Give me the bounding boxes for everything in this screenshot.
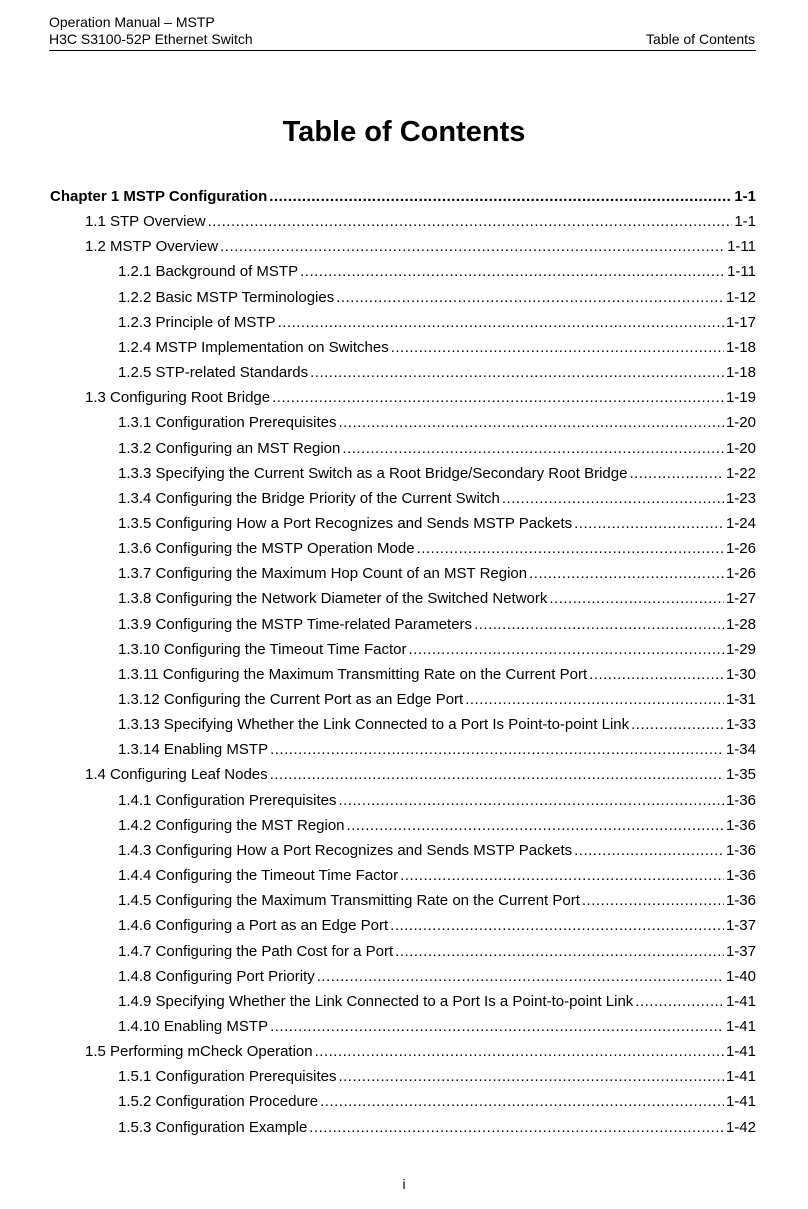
toc-dot-leader <box>400 865 724 887</box>
toc-entry-page: 1-17 <box>725 313 756 331</box>
toc-entry-page: 1-41 <box>725 1043 756 1061</box>
toc-entry-page: 1-18 <box>725 364 756 382</box>
toc-entry[interactable] <box>118 890 756 912</box>
toc-entry-page: 1-41 <box>725 1068 756 1086</box>
toc-entry[interactable] <box>118 362 756 384</box>
toc-entry-label: Chapter 1 MSTP Configuration <box>50 188 268 205</box>
toc-entry-page: 1-41 <box>725 1017 756 1035</box>
toc-entry-page: 1-26 <box>725 565 756 583</box>
toc-entry-page: 1-36 <box>725 816 756 834</box>
toc-entry-label: 1.5.1 Configuration Prerequisites <box>118 1068 337 1086</box>
toc-entry-label: 1.3.5 Configuring How a Port Recognizes and Sends MSTP Packets <box>118 514 573 532</box>
toc-entry-label: 1.4 Configuring Leaf Nodes <box>85 766 268 784</box>
toc-dot-leader <box>208 211 733 233</box>
toc-entry-page: 1-18 <box>725 338 756 356</box>
toc-entry[interactable] <box>85 211 756 233</box>
toc-entry-label: 1.3.9 Configuring the MSTP Time-related Parameters <box>118 615 473 633</box>
header-product-name: H3C S3100-52P Ethernet Switch <box>49 31 253 47</box>
toc-entry[interactable] <box>118 966 756 988</box>
toc-entry-label: 1.3.7 Configuring the Maximum Hop Count of an MST Region <box>118 565 528 583</box>
toc-dot-leader <box>635 991 724 1013</box>
toc-entry[interactable] <box>118 689 756 711</box>
toc-entry-page: 1-11 <box>727 263 756 281</box>
toc-dot-leader <box>278 312 724 334</box>
toc-entry-page: 1-42 <box>725 1118 756 1136</box>
toc-entry[interactable] <box>85 387 756 409</box>
toc-entry[interactable] <box>118 991 756 1013</box>
toc-entry[interactable] <box>118 1117 756 1139</box>
toc-dot-leader <box>574 513 724 535</box>
toc-dot-leader <box>342 438 724 460</box>
header-section-name: Table of Contents <box>646 31 755 47</box>
toc-dot-leader <box>338 1066 724 1088</box>
toc-entry-page: 1-36 <box>725 841 756 859</box>
toc-entry-page: 1-28 <box>725 615 756 633</box>
toc-entry[interactable] <box>50 186 756 208</box>
toc-entry[interactable] <box>118 563 756 585</box>
page-number: i <box>402 1176 406 1192</box>
toc-entry[interactable] <box>118 538 756 560</box>
toc-entry[interactable] <box>118 714 756 736</box>
toc-dot-leader <box>309 1117 724 1139</box>
page-header <box>49 14 755 48</box>
toc-entry-page: 1-20 <box>725 439 756 457</box>
toc-entry-page: 1-37 <box>725 917 756 935</box>
toc-dot-leader <box>502 488 724 510</box>
toc-entry-label: 1.5 Performing mCheck Operation <box>85 1043 313 1061</box>
toc-entry[interactable] <box>118 840 756 862</box>
toc-entry-page: 1-36 <box>725 791 756 809</box>
toc-entry[interactable] <box>85 236 756 258</box>
toc-entry-label: 1.3.10 Configuring the Timeout Time Factor <box>118 640 407 658</box>
toc-entry[interactable] <box>118 739 756 761</box>
toc-entry-label: 1.4.1 Configuration Prerequisites <box>118 791 337 809</box>
toc-entry[interactable] <box>118 261 756 283</box>
toc-dot-leader <box>336 287 724 309</box>
toc-dot-leader <box>269 186 732 208</box>
toc-dot-leader <box>408 639 723 661</box>
toc-entry-page: 1-30 <box>725 665 756 683</box>
toc-dot-leader <box>310 362 724 384</box>
toc-dot-leader <box>317 966 724 988</box>
toc-entry-label: 1.3.4 Configuring the Bridge Priority of the Current Switch <box>118 489 500 507</box>
toc-dot-leader <box>391 337 724 359</box>
toc-entry-label: 1.3.3 Specifying the Current Switch as a Root Bridge/Secondary Root Bridge <box>118 464 628 482</box>
toc-entry-label: 1.3 Configuring Root Bridge <box>85 389 271 407</box>
toc-entry-label: 1.4.6 Configuring a Port as an Edge Port <box>118 917 389 935</box>
toc-entry-label: 1.4.9 Specifying Whether the Link Connected to a Port Is a Point-to-point Link <box>118 992 634 1010</box>
toc-dot-leader <box>320 1091 724 1113</box>
toc-entry-page: 1-37 <box>725 942 756 960</box>
toc-entry-label: 1.3.1 Configuration Prerequisites <box>118 414 337 432</box>
toc-entry-label: 1.3.11 Configuring the Maximum Transmitting Rate on the Current Port <box>118 665 588 683</box>
header-manual-title: Operation Manual – MSTP <box>49 14 215 30</box>
toc-dot-leader <box>589 664 724 686</box>
toc-entry-page: 1-34 <box>725 741 756 759</box>
toc-entry[interactable] <box>118 287 756 309</box>
toc-entry-label: 1.4.5 Configuring the Maximum Transmitting Rate on the Current Port <box>118 892 580 910</box>
toc-entry-page: 1-35 <box>725 766 756 784</box>
toc-entry-label: 1.3.14 Enabling MSTP <box>118 741 269 759</box>
toc-entry[interactable] <box>118 639 756 661</box>
toc-entry-page: 1-41 <box>725 1093 756 1111</box>
toc-entry-label: 1.2.5 STP-related Standards <box>118 364 309 382</box>
toc-entry[interactable] <box>118 790 756 812</box>
toc-entry-page: 1-40 <box>725 967 756 985</box>
toc-entry-label: 1.1 STP Overview <box>85 213 206 231</box>
toc-entry-label: 1.4.2 Configuring the MST Region <box>118 816 345 834</box>
toc-entry-label: 1.4.10 Enabling MSTP <box>118 1017 269 1035</box>
toc-dot-leader <box>474 614 724 636</box>
toc-dot-leader <box>272 387 724 409</box>
toc-dot-leader <box>629 463 724 485</box>
toc-entry[interactable] <box>118 1016 756 1038</box>
toc-entry-page: 1-24 <box>725 514 756 532</box>
toc-dot-leader <box>574 840 724 862</box>
toc-entry[interactable] <box>118 588 756 610</box>
toc-dot-leader <box>390 915 724 937</box>
toc-entry[interactable] <box>118 438 756 460</box>
toc-entry-page: 1-12 <box>725 288 756 306</box>
toc-entry[interactable] <box>118 312 756 334</box>
toc-entry-page: 1-20 <box>725 414 756 432</box>
toc-dot-leader <box>417 538 724 560</box>
toc-dot-leader <box>549 588 724 610</box>
toc-entry[interactable] <box>118 865 756 887</box>
toc-entry-page: 1-29 <box>725 640 756 658</box>
toc-entry-page: 1-1 <box>734 188 756 205</box>
toc-dot-leader <box>270 1016 724 1038</box>
toc-entry[interactable] <box>85 1041 756 1063</box>
toc-entry-label: 1.3.13 Specifying Whether the Link Connected to a Port Is Point-to-point Link <box>118 716 630 734</box>
toc-entry[interactable] <box>118 941 756 963</box>
toc-dot-leader <box>315 1041 724 1063</box>
toc-entry-page: 1-36 <box>725 892 756 910</box>
toc-dot-leader <box>347 815 724 837</box>
toc-entry-page: 1-19 <box>725 389 756 407</box>
toc-entry-label: 1.2 MSTP Overview <box>85 238 219 256</box>
toc-entry-label: 1.4.7 Configuring the Path Cost for a Port <box>118 942 394 960</box>
toc-entry-label: 1.3.2 Configuring an MST Region <box>118 439 341 457</box>
page-title: Table of Contents <box>282 116 526 148</box>
toc-entry[interactable] <box>118 815 756 837</box>
toc-entry-page: 1-23 <box>725 489 756 507</box>
header-divider <box>49 50 756 51</box>
toc-entry[interactable] <box>118 1066 756 1088</box>
toc-entry[interactable] <box>118 1091 756 1113</box>
toc-entry[interactable] <box>118 664 756 686</box>
toc-entry[interactable] <box>118 488 756 510</box>
toc-entry-label: 1.4.3 Configuring How a Port Recognizes and Sends MSTP Packets <box>118 841 573 859</box>
toc-entry-label: 1.3.12 Configuring the Current Port as an Edge Port <box>118 691 464 708</box>
toc-entry[interactable] <box>118 915 756 937</box>
toc-entry-label: 1.2.1 Background of MSTP <box>118 263 299 281</box>
toc-entry-page: 1-22 <box>725 464 756 482</box>
toc-entry-page: 1-31 <box>725 691 756 708</box>
toc-dot-leader <box>300 261 725 283</box>
toc-entry-label: 1.4.8 Configuring Port Priority <box>118 967 315 985</box>
toc-dot-leader <box>631 714 724 736</box>
toc-dot-leader <box>395 941 724 963</box>
toc-entry-label: 1.2.2 Basic MSTP Terminologies <box>118 288 335 306</box>
toc-dot-leader <box>529 563 724 585</box>
toc-dot-leader <box>270 764 724 786</box>
toc-dot-leader <box>220 236 725 258</box>
toc-entry-page: 1-33 <box>725 716 756 734</box>
toc-dot-leader <box>338 412 724 434</box>
toc-entry[interactable] <box>118 463 756 485</box>
toc-entry-page: 1-41 <box>725 992 756 1010</box>
toc-entry[interactable] <box>118 337 756 359</box>
toc-entry-page: 1-1 <box>734 213 756 231</box>
toc-dot-leader <box>582 890 724 912</box>
toc-entry-label: 1.3.6 Configuring the MSTP Operation Mode <box>118 540 415 558</box>
toc-entry-page: 1-36 <box>725 867 756 885</box>
toc-dot-leader <box>270 739 724 761</box>
toc-entry[interactable] <box>118 513 756 535</box>
toc-entry-label: 1.2.3 Principle of MSTP <box>118 313 276 331</box>
toc-entry[interactable] <box>118 412 756 434</box>
toc-entry-page: 1-27 <box>725 590 756 608</box>
toc-entry[interactable] <box>118 614 756 636</box>
toc-entry-page: 1-11 <box>727 238 756 256</box>
header-line-2 <box>49 31 755 48</box>
toc-entry-label: 1.4.4 Configuring the Timeout Time Factor <box>118 867 399 885</box>
toc-dot-leader <box>465 689 724 711</box>
toc-dot-leader <box>338 790 724 812</box>
toc-entry-page: 1-26 <box>725 540 756 558</box>
toc-entry-label: 1.5.3 Configuration Example <box>118 1118 308 1136</box>
toc-entry-label: 1.5.2 Configuration Procedure <box>118 1093 319 1111</box>
toc-entry-label: 1.3.8 Configuring the Network Diameter of the Switched Network <box>118 590 548 608</box>
toc-entry-label: 1.2.4 MSTP Implementation on Switches <box>118 338 389 356</box>
toc-entry[interactable] <box>85 764 756 786</box>
